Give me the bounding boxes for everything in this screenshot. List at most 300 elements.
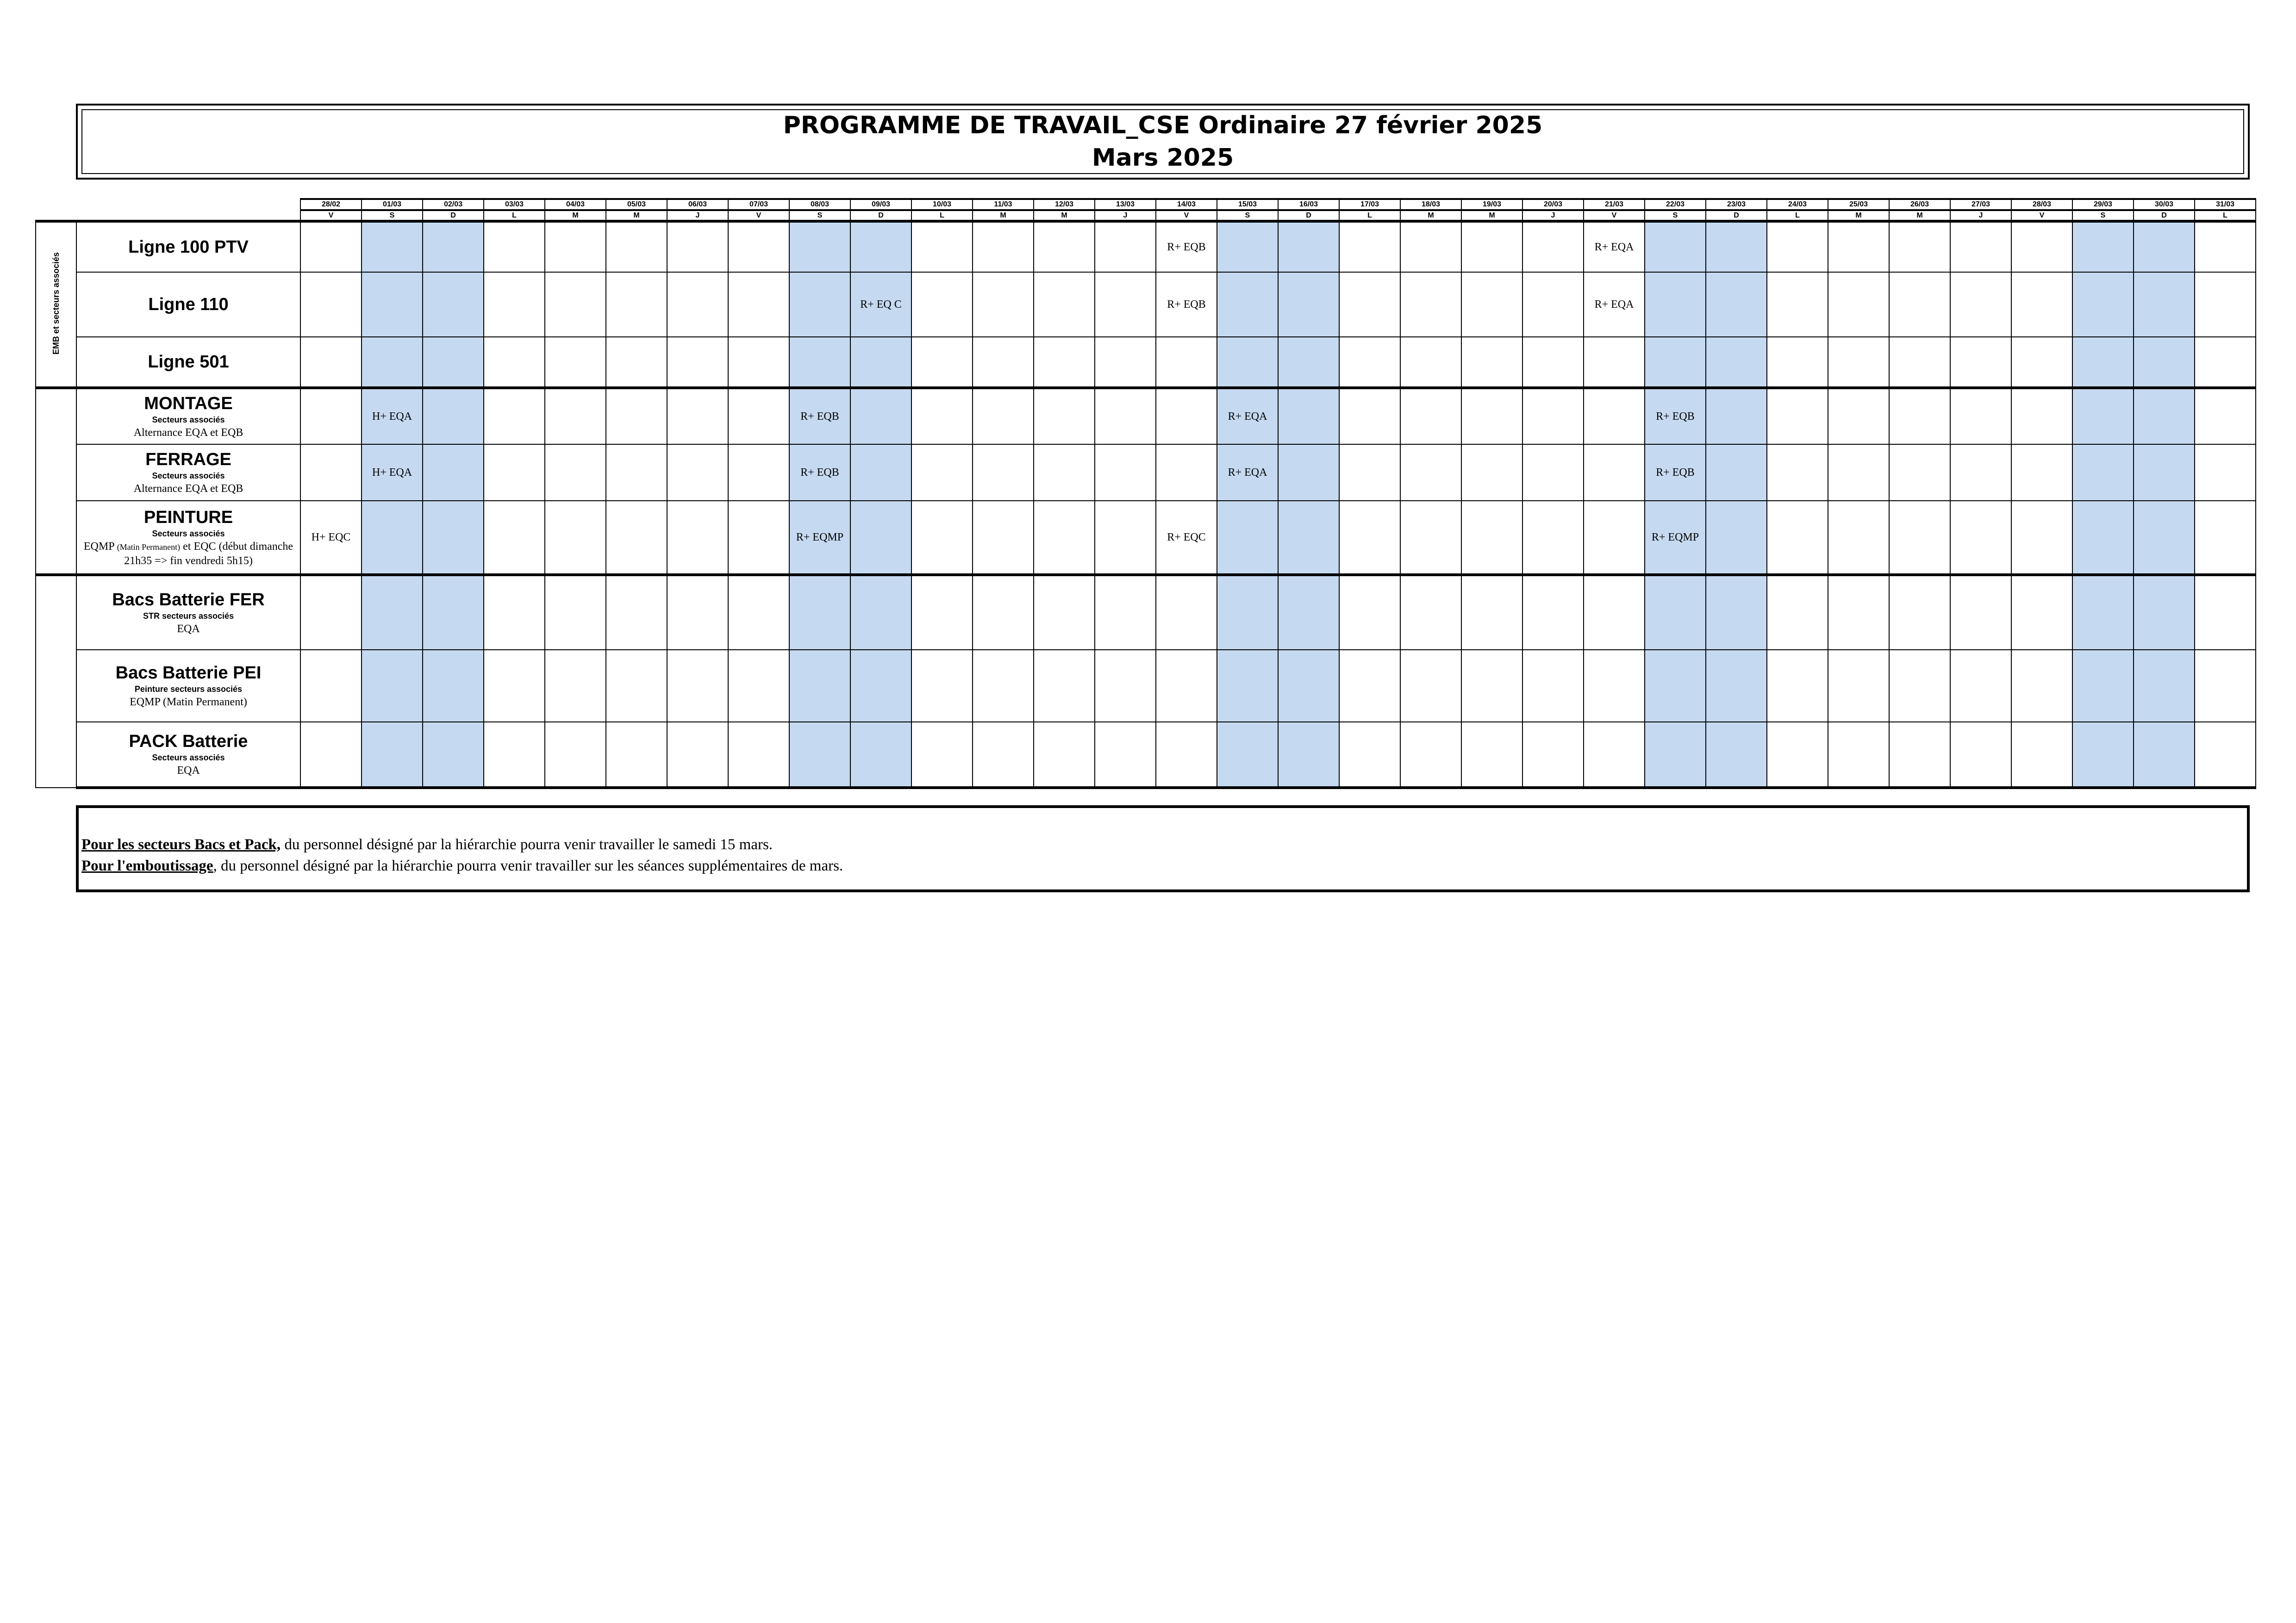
schedule-cell — [2195, 337, 2256, 388]
schedule-cell — [1584, 501, 1645, 575]
date-header-cell: 21/03 — [1584, 199, 1645, 210]
schedule-cell — [1889, 722, 1950, 788]
weekday-header-cell: J — [1522, 210, 1584, 221]
date-header-cell: 04/03 — [545, 199, 606, 210]
schedule-cell: R+ EQMP — [789, 501, 850, 575]
schedule-cell — [1278, 337, 1339, 388]
schedule-cell — [606, 722, 667, 788]
schedule-cell — [1461, 650, 1522, 722]
schedule-row — [36, 722, 2256, 788]
schedule-cell — [1339, 501, 1400, 575]
schedule-cell — [973, 337, 1034, 388]
schedule-cell — [300, 272, 362, 337]
note-line — [81, 855, 2247, 877]
schedule-cell — [545, 650, 606, 722]
schedule-cell — [1461, 575, 1522, 650]
line-sub-label: Peinture secteurs associés — [134, 684, 243, 694]
line-sub-label: Secteurs associés — [152, 753, 225, 762]
date-header-cell: 19/03 — [1461, 199, 1522, 210]
schedule-cell — [667, 575, 728, 650]
schedule-cell — [484, 501, 545, 575]
schedule-cell — [2134, 272, 2195, 337]
schedule-cell — [2134, 575, 2195, 650]
schedule-cell — [1217, 501, 1278, 575]
schedule-cell — [667, 722, 728, 788]
schedule-cell — [850, 444, 911, 501]
schedule-cell — [2011, 722, 2072, 788]
schedule-cell — [1522, 501, 1584, 575]
schedule-cell: H+ EQA — [362, 444, 423, 501]
schedule-cell — [1828, 575, 1889, 650]
schedule-cell — [1645, 722, 1706, 788]
document-subtitle: Mars 2025 — [1092, 144, 1234, 172]
schedule-cell — [300, 337, 362, 388]
weekday-header-cell: V — [1156, 210, 1217, 221]
schedule-cell — [1217, 337, 1278, 388]
schedule-cell — [1645, 337, 1706, 388]
weekday-header-cell: S — [1645, 210, 1706, 221]
schedule-cell — [1706, 444, 1767, 501]
schedule-cell — [789, 221, 850, 272]
date-header-cell: 13/03 — [1095, 199, 1156, 210]
schedule-cell — [423, 501, 484, 575]
schedule-cell — [362, 575, 423, 650]
schedule-cell — [728, 650, 789, 722]
schedule-cell — [606, 650, 667, 722]
line-name-cell — [76, 575, 300, 650]
schedule-cell — [423, 650, 484, 722]
schedule-cell — [850, 575, 911, 650]
schedule-cell — [1828, 444, 1889, 501]
schedule-cell — [1522, 722, 1584, 788]
weekday-header-cell: J — [1950, 210, 2011, 221]
schedule-cell — [973, 650, 1034, 722]
schedule-cell — [1217, 575, 1278, 650]
weekday-header-cell: L — [1767, 210, 1828, 221]
schedule-cell — [973, 272, 1034, 337]
schedule-cell — [1950, 444, 2011, 501]
schedule-row — [36, 444, 2256, 501]
weekday-header-cell: M — [1034, 210, 1095, 221]
schedule-cell — [2072, 650, 2134, 722]
schedule-cell — [2011, 444, 2072, 501]
schedule-cell: H+ EQA — [362, 388, 423, 444]
schedule-cell — [1767, 650, 1828, 722]
schedule-cell — [1645, 272, 1706, 337]
schedule-cell — [2072, 501, 2134, 575]
weekday-header-cell: V — [2011, 210, 2072, 221]
schedule-cell — [850, 650, 911, 722]
schedule-cell — [728, 272, 789, 337]
line-name-cell — [76, 501, 300, 575]
line-detail — [77, 540, 300, 568]
title-box — [76, 104, 2250, 180]
schedule-row — [36, 337, 2256, 388]
schedule-cell — [423, 337, 484, 388]
schedule-cell — [1278, 501, 1339, 575]
schedule-cell: R+ EQB — [1156, 272, 1217, 337]
date-header-cell: 12/03 — [1034, 199, 1095, 210]
schedule-cell — [1400, 388, 1461, 444]
schedule-cell — [2134, 388, 2195, 444]
schedule-cell — [1034, 388, 1095, 444]
schedule-cell — [850, 722, 911, 788]
schedule-cell — [1706, 388, 1767, 444]
line-name: Ligne 110 — [148, 295, 229, 314]
schedule-cell: R+ EQA — [1217, 444, 1278, 501]
line-name-cell — [76, 650, 300, 722]
line-name-cell — [76, 722, 300, 788]
schedule-cell — [911, 221, 973, 272]
schedule-cell — [1217, 272, 1278, 337]
schedule-cell — [667, 272, 728, 337]
schedule-cell — [423, 722, 484, 788]
schedule-cell — [1584, 575, 1645, 650]
schedule-cell — [484, 337, 545, 388]
schedule-cell — [1461, 388, 1522, 444]
schedule-cell — [1889, 501, 1950, 575]
note-line — [81, 834, 2247, 855]
schedule-cell — [1034, 722, 1095, 788]
line-name-cell — [76, 337, 300, 388]
schedule-cell — [545, 337, 606, 388]
schedule-cell — [973, 388, 1034, 444]
schedule-cell — [1095, 501, 1156, 575]
schedule-cell — [973, 501, 1034, 575]
schedule-cell — [1767, 501, 1828, 575]
notes-box — [76, 805, 2250, 892]
schedule-cell — [2195, 650, 2256, 722]
schedule-cell — [1584, 388, 1645, 444]
schedule-cell: R+ EQA — [1217, 388, 1278, 444]
schedule-cell — [2195, 388, 2256, 444]
date-header-cell: 20/03 — [1522, 199, 1584, 210]
weekday-header-cell: L — [2195, 210, 2256, 221]
schedule-cell — [667, 501, 728, 575]
schedule-cell — [1400, 501, 1461, 575]
schedule-cell — [1400, 337, 1461, 388]
weekday-header-row — [36, 210, 2256, 221]
schedule-cell — [1889, 272, 1950, 337]
line-name: Bacs Batterie PEI — [115, 663, 262, 683]
line-sub-label: Secteurs associés — [152, 471, 225, 480]
schedule-cell — [1522, 221, 1584, 272]
schedule-cell — [1217, 650, 1278, 722]
schedule-cell — [850, 221, 911, 272]
group-label: EMB et secteurs associés — [51, 252, 61, 355]
schedule-cell — [1278, 221, 1339, 272]
schedule-cell — [1400, 272, 1461, 337]
schedule-cell — [1889, 388, 1950, 444]
line-sub-label: Secteurs associés — [152, 529, 225, 538]
schedule-cell — [2011, 272, 2072, 337]
schedule-cell — [1889, 650, 1950, 722]
schedule-cell — [1339, 272, 1400, 337]
line-detail-text: EQMP (Matin Permanent) — [130, 696, 247, 708]
date-header-cell: 22/03 — [1645, 199, 1706, 210]
schedule-cell — [1034, 444, 1095, 501]
schedule-cell — [1400, 221, 1461, 272]
schedule-cell — [1828, 337, 1889, 388]
schedule-cell — [728, 722, 789, 788]
line-sub-label: STR secteurs associés — [143, 611, 234, 621]
schedule-cell — [362, 221, 423, 272]
weekday-header-cell: M — [606, 210, 667, 221]
schedule-cell — [1584, 444, 1645, 501]
line-detail-small: (Matin Permanent) — [117, 542, 181, 552]
schedule-cell — [789, 575, 850, 650]
line-detail — [77, 622, 300, 636]
schedule-cell — [1461, 722, 1522, 788]
schedule-cell: R+ EQA — [1584, 221, 1645, 272]
schedule-row — [36, 388, 2256, 444]
schedule-cell — [1950, 722, 2011, 788]
date-header-cell: 26/03 — [1889, 199, 1950, 210]
schedule-cell — [606, 272, 667, 337]
line-name: Bacs Batterie FER — [112, 590, 265, 609]
date-header-cell: 23/03 — [1706, 199, 1767, 210]
schedule-cell — [545, 272, 606, 337]
schedule-cell — [1645, 575, 1706, 650]
date-header-cell: 01/03 — [362, 199, 423, 210]
schedule-cell — [484, 575, 545, 650]
schedule-cell — [1400, 650, 1461, 722]
date-header-cell: 29/03 — [2072, 199, 2134, 210]
schedule-cell: R+ EQB — [789, 444, 850, 501]
schedule-cell — [545, 575, 606, 650]
line-name-cell — [76, 388, 300, 444]
date-header-cell: 11/03 — [973, 199, 1034, 210]
schedule-cell — [1706, 501, 1767, 575]
weekday-header-cell: M — [1889, 210, 1950, 221]
schedule-cell — [2011, 650, 2072, 722]
schedule-cell — [911, 444, 973, 501]
schedule-cell — [362, 650, 423, 722]
schedule-cell — [973, 575, 1034, 650]
weekday-header-cell: M — [1461, 210, 1522, 221]
schedule-cell — [1461, 272, 1522, 337]
schedule-cell: R+ EQC — [1156, 501, 1217, 575]
date-header-cell: 24/03 — [1767, 199, 1828, 210]
schedule-cell — [2195, 722, 2256, 788]
schedule-cell — [1339, 337, 1400, 388]
weekday-header-cell: L — [1339, 210, 1400, 221]
schedule-cell: R+ EQB — [789, 388, 850, 444]
schedule-cell — [1522, 444, 1584, 501]
schedule-cell — [423, 575, 484, 650]
line-name: Ligne 100 PTV — [128, 237, 249, 257]
schedule-cell — [606, 575, 667, 650]
schedule-cell — [2072, 388, 2134, 444]
schedule-cell — [1950, 501, 2011, 575]
schedule-cell — [1461, 337, 1522, 388]
schedule-cell — [1400, 575, 1461, 650]
schedule-cell — [423, 444, 484, 501]
date-header-cell: 16/03 — [1278, 199, 1339, 210]
schedule-cell — [1156, 722, 1217, 788]
schedule-cell — [1034, 650, 1095, 722]
schedule-cell — [300, 444, 362, 501]
date-header-cell: 14/03 — [1156, 199, 1217, 210]
schedule-cell: R+ EQA — [1584, 272, 1645, 337]
schedule-cell — [667, 388, 728, 444]
line-name: PACK Batterie — [129, 732, 248, 751]
schedule-cell — [911, 575, 973, 650]
weekday-header-cell: L — [911, 210, 973, 221]
schedule-cell — [1400, 722, 1461, 788]
weekday-header-cell: M — [973, 210, 1034, 221]
schedule-cell — [1095, 388, 1156, 444]
schedule-cell — [545, 501, 606, 575]
schedule-cell — [606, 501, 667, 575]
header-spacer — [36, 199, 300, 210]
schedule-cell — [2072, 444, 2134, 501]
schedule-cell — [2072, 722, 2134, 788]
schedule-cell — [1950, 337, 2011, 388]
schedule-cell — [850, 501, 911, 575]
date-header-row — [36, 199, 2256, 210]
weekday-header-cell: L — [484, 210, 545, 221]
schedule-cell — [1339, 444, 1400, 501]
schedule-cell — [911, 388, 973, 444]
schedule-cell — [1767, 722, 1828, 788]
schedule-cell — [606, 221, 667, 272]
schedule-cell — [1828, 272, 1889, 337]
weekday-header-cell: D — [850, 210, 911, 221]
schedule-cell — [2134, 722, 2195, 788]
schedule-cell — [1584, 722, 1645, 788]
schedule-cell — [1095, 221, 1156, 272]
weekday-header-cell: M — [545, 210, 606, 221]
schedule-cell — [1278, 272, 1339, 337]
schedule-cell — [1767, 272, 1828, 337]
line-detail-text: Alternance EQA et EQB — [133, 483, 243, 495]
schedule-cell — [1706, 221, 1767, 272]
schedule-cell: R+ EQ C — [850, 272, 911, 337]
note-text: du personnel désigné par la hiérarchie pourra venir travailler le samedi 15 mars. — [281, 836, 773, 853]
schedule-cell — [484, 221, 545, 272]
schedule-cell — [362, 722, 423, 788]
schedule-cell — [1095, 444, 1156, 501]
weekday-header-cell: S — [2072, 210, 2134, 221]
schedule-cell — [1339, 650, 1400, 722]
schedule-cell — [911, 650, 973, 722]
weekday-header-cell: J — [667, 210, 728, 221]
line-name-cell — [76, 444, 300, 501]
schedule-cell — [2134, 650, 2195, 722]
weekday-header-cell: D — [1706, 210, 1767, 221]
schedule-cell — [1095, 272, 1156, 337]
group-label-cell — [36, 575, 76, 788]
schedule-cell — [1645, 221, 1706, 272]
schedule-cell: R+ EQB — [1645, 444, 1706, 501]
date-header-cell: 15/03 — [1217, 199, 1278, 210]
schedule-cell — [789, 337, 850, 388]
schedule-cell — [2134, 337, 2195, 388]
date-header-cell: 06/03 — [667, 199, 728, 210]
line-name: PEINTURE — [144, 507, 233, 527]
schedule-cell — [1156, 575, 1217, 650]
schedule-cell — [606, 388, 667, 444]
schedule-cell — [1950, 272, 2011, 337]
schedule-cell — [545, 388, 606, 444]
schedule-cell — [2195, 221, 2256, 272]
note-text: , du personnel désigné par la hiérarchie pourra venir travailler sur les séances supplémentaires de mars. — [213, 858, 843, 874]
schedule-cell — [850, 337, 911, 388]
weekday-header-cell: S — [1217, 210, 1278, 221]
schedule-cell — [1339, 722, 1400, 788]
schedule-cell — [1095, 337, 1156, 388]
weekday-header-cell: D — [423, 210, 484, 221]
schedule-cell — [1767, 444, 1828, 501]
schedule-cell — [606, 337, 667, 388]
schedule-cell — [606, 444, 667, 501]
schedule-cell: R+ EQB — [1156, 221, 1217, 272]
schedule-cell — [2195, 272, 2256, 337]
schedule-cell — [2072, 272, 2134, 337]
line-detail-text: EQMP — [83, 540, 117, 553]
date-header-cell: 28/02 — [300, 199, 362, 210]
line-name-cell — [76, 272, 300, 337]
date-header-cell: 28/03 — [2011, 199, 2072, 210]
schedule-cell — [1278, 722, 1339, 788]
schedule-cell — [1095, 650, 1156, 722]
date-header-cell: 10/03 — [911, 199, 973, 210]
schedule-cell — [300, 575, 362, 650]
schedule-cell — [1828, 650, 1889, 722]
schedule-cell — [1156, 650, 1217, 722]
line-detail — [77, 426, 300, 440]
schedule-cell — [300, 221, 362, 272]
schedule-cell — [2072, 221, 2134, 272]
date-header-cell: 25/03 — [1828, 199, 1889, 210]
schedule-cell — [2072, 337, 2134, 388]
schedule-cell — [1217, 221, 1278, 272]
schedule-cell — [2195, 501, 2256, 575]
schedule-cell — [484, 388, 545, 444]
weekday-header-cell: D — [1278, 210, 1339, 221]
date-header-cell: 07/03 — [728, 199, 789, 210]
line-detail — [77, 764, 300, 777]
schedule-cell — [2134, 501, 2195, 575]
schedule-cell — [423, 272, 484, 337]
schedule-cell — [545, 444, 606, 501]
schedule-cell: R+ EQMP — [1645, 501, 1706, 575]
schedule-cell — [2011, 501, 2072, 575]
schedule-cell — [1889, 575, 1950, 650]
schedule-cell — [1339, 575, 1400, 650]
schedule-cell — [728, 444, 789, 501]
schedule-cell — [789, 722, 850, 788]
date-header-cell: 27/03 — [1950, 199, 2011, 210]
weekday-header-cell: M — [1400, 210, 1461, 221]
schedule-cell — [362, 272, 423, 337]
weekday-header-cell: D — [2134, 210, 2195, 221]
schedule-row — [36, 272, 2256, 337]
group-label-cell — [36, 388, 76, 575]
schedule-cell — [1156, 388, 1217, 444]
schedule-cell — [1339, 221, 1400, 272]
schedule-cell — [1522, 388, 1584, 444]
schedule-cell — [1339, 388, 1400, 444]
weekday-header-cell: S — [789, 210, 850, 221]
schedule-cell — [1034, 337, 1095, 388]
schedule-cell — [1278, 575, 1339, 650]
schedule-cell — [1584, 650, 1645, 722]
schedule-cell — [1950, 650, 2011, 722]
weekday-header-cell: J — [1095, 210, 1156, 221]
schedule-row — [36, 575, 2256, 650]
